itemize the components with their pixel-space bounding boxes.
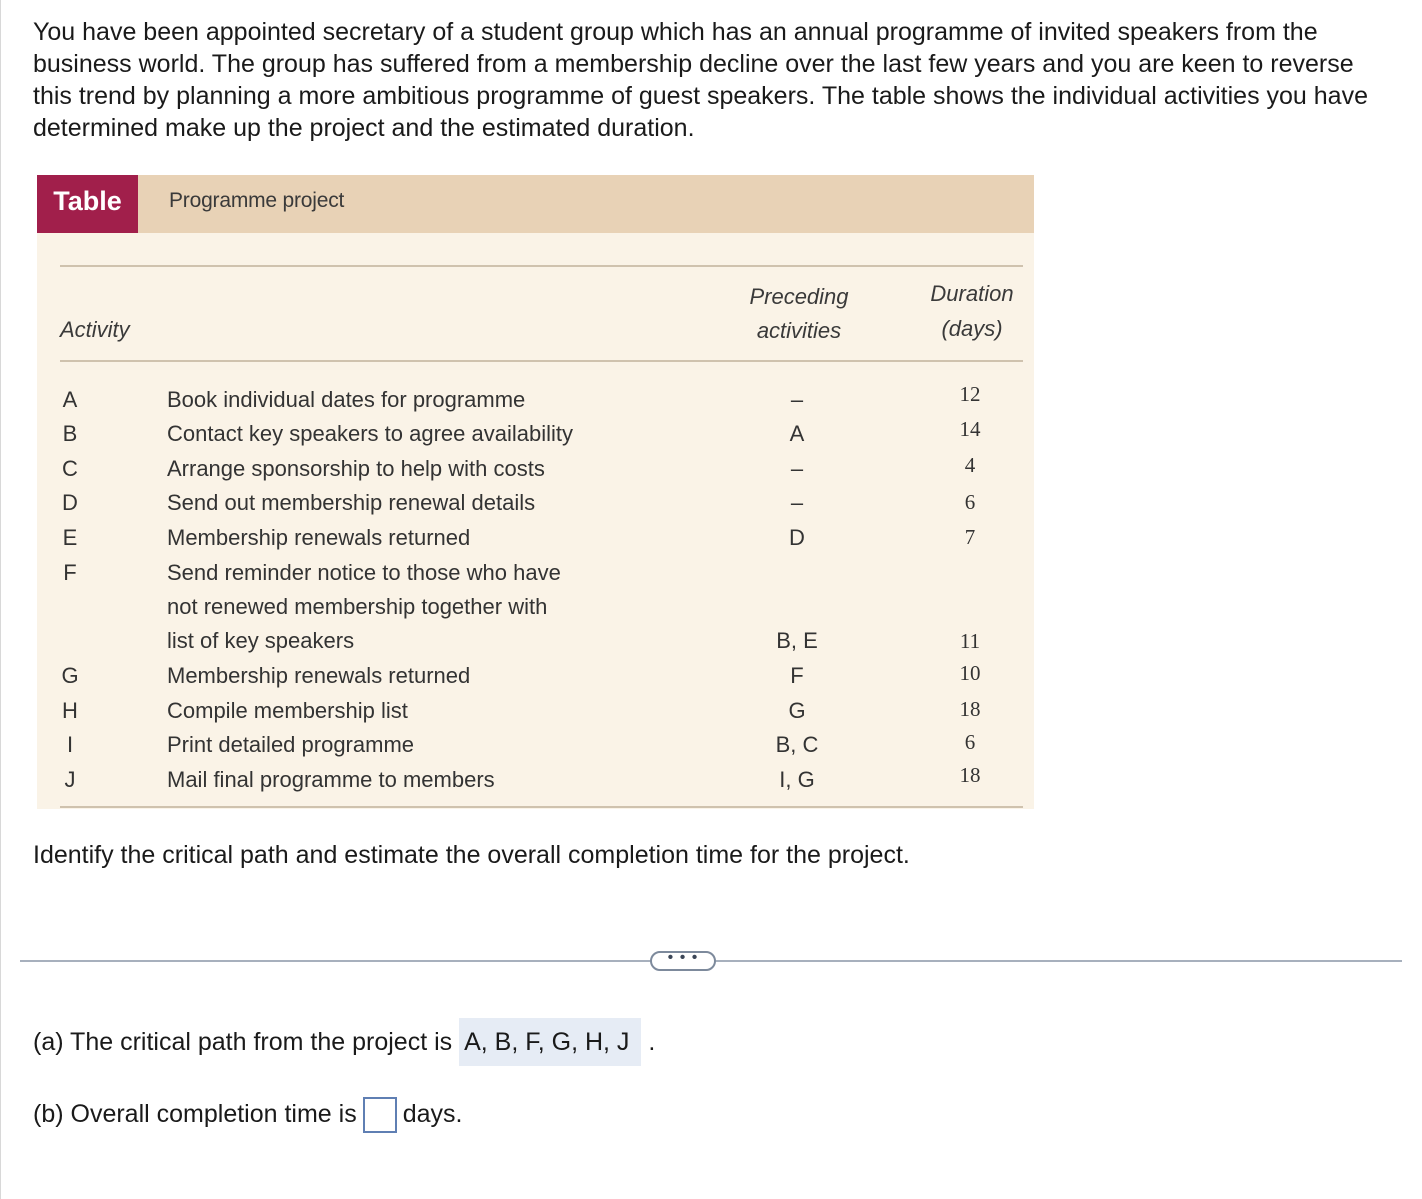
row-g-activity: G [61, 663, 79, 688]
table-header-bar [37, 175, 1034, 233]
part-a-prefix: (a) The critical path from the project is [33, 1028, 453, 1056]
row-c-activity: C [62, 456, 78, 481]
row-h-description: Compile membership list [167, 698, 408, 723]
part-a [33, 1018, 655, 1066]
row-f-preceding: B, E [776, 628, 818, 653]
column-header-preceding-line2: activities [756, 318, 842, 343]
row-i-activity: I [66, 732, 74, 757]
row-e-description: Membership renewals returned [167, 525, 471, 550]
row-h-preceding: G [788, 698, 806, 723]
row-i-preceding: B, C [775, 732, 819, 757]
expand-more-button[interactable]: • • • [650, 951, 716, 971]
row-d-activity: D [62, 490, 78, 515]
row-f-description-line3: list of key speakers [167, 628, 355, 653]
row-c-description: Arrange sponsorship to help with costs [167, 456, 545, 481]
row-h-activity: H [62, 698, 78, 723]
column-header-duration-line1: Duration [930, 281, 1014, 306]
part-b [33, 1094, 462, 1134]
row-d-preceding: – [790, 490, 804, 515]
row-j-activity: J [64, 767, 76, 792]
row-a-description: Book individual dates for programme [167, 387, 526, 412]
row-e-activity: E [62, 525, 78, 550]
part-b-prefix: (b) Overall completion time is [33, 1100, 357, 1128]
row-j-description: Mail final programme to members [167, 767, 495, 792]
question-text: Identify the critical path and estimate the overall completion time for the project. [33, 841, 910, 869]
row-h-duration: 18 [959, 697, 981, 721]
table-top-rule [60, 265, 1023, 267]
row-i-description: Print detailed programme [167, 732, 415, 757]
row-b-activity: B [62, 421, 78, 446]
row-e-preceding: D [789, 525, 805, 550]
row-d-description: Send out membership renewal details [167, 490, 536, 515]
row-i-duration: 6 [964, 730, 976, 754]
row-a-preceding: – [790, 387, 804, 412]
left-border [0, 0, 1, 1199]
row-f-description-line2: not renewed membership together with [167, 594, 548, 619]
row-d-duration: 6 [964, 490, 976, 514]
part-b-suffix: days. [402, 1100, 463, 1128]
completion-time-input[interactable] [363, 1097, 397, 1133]
column-header-activity: Activity [60, 317, 130, 342]
row-b-description: Contact key speakers to agree availability [167, 421, 573, 446]
row-b-preceding: A [789, 421, 805, 446]
row-j-duration: 18 [959, 763, 981, 787]
programme-table [37, 175, 1034, 809]
row-g-description: Membership renewals returned [167, 663, 471, 688]
row-c-duration: 4 [964, 453, 976, 477]
table-tag: Table [37, 175, 138, 233]
table-header-rule [60, 360, 1023, 362]
row-j-preceding: I, G [779, 767, 815, 792]
row-b-duration: 14 [959, 417, 981, 441]
row-a-duration: 12 [959, 382, 981, 406]
row-a-activity: A [62, 387, 78, 412]
row-c-preceding: – [790, 456, 804, 481]
row-g-duration: 10 [959, 661, 981, 685]
column-header-preceding-line1: Preceding [749, 284, 849, 309]
column-header-duration-line2: (days) [941, 316, 1003, 341]
row-e-duration: 7 [964, 525, 976, 549]
table-bottom-rule [60, 806, 1023, 808]
part-a-answer: A, B, F, G, H, J [459, 1018, 641, 1066]
row-f-description-line1: Send reminder notice to those who have [167, 560, 561, 585]
intro-paragraph: You have been appointed secretary of a student group which has an annual programme of invited speakers from the business world. The group has suffered from a membership decline over the last few years and you are keen to reverse this trend by planning a more ambitious programme of guest speakers. The table shows the individual activities you have determined make up the project and the estimated duration. [33, 18, 1368, 142]
part-a-suffix: . [648, 1028, 656, 1056]
table-title: Programme project [169, 189, 345, 212]
row-g-preceding: F [790, 663, 804, 688]
row-f-activity: F [63, 560, 77, 585]
row-f-duration: 11 [959, 629, 981, 653]
